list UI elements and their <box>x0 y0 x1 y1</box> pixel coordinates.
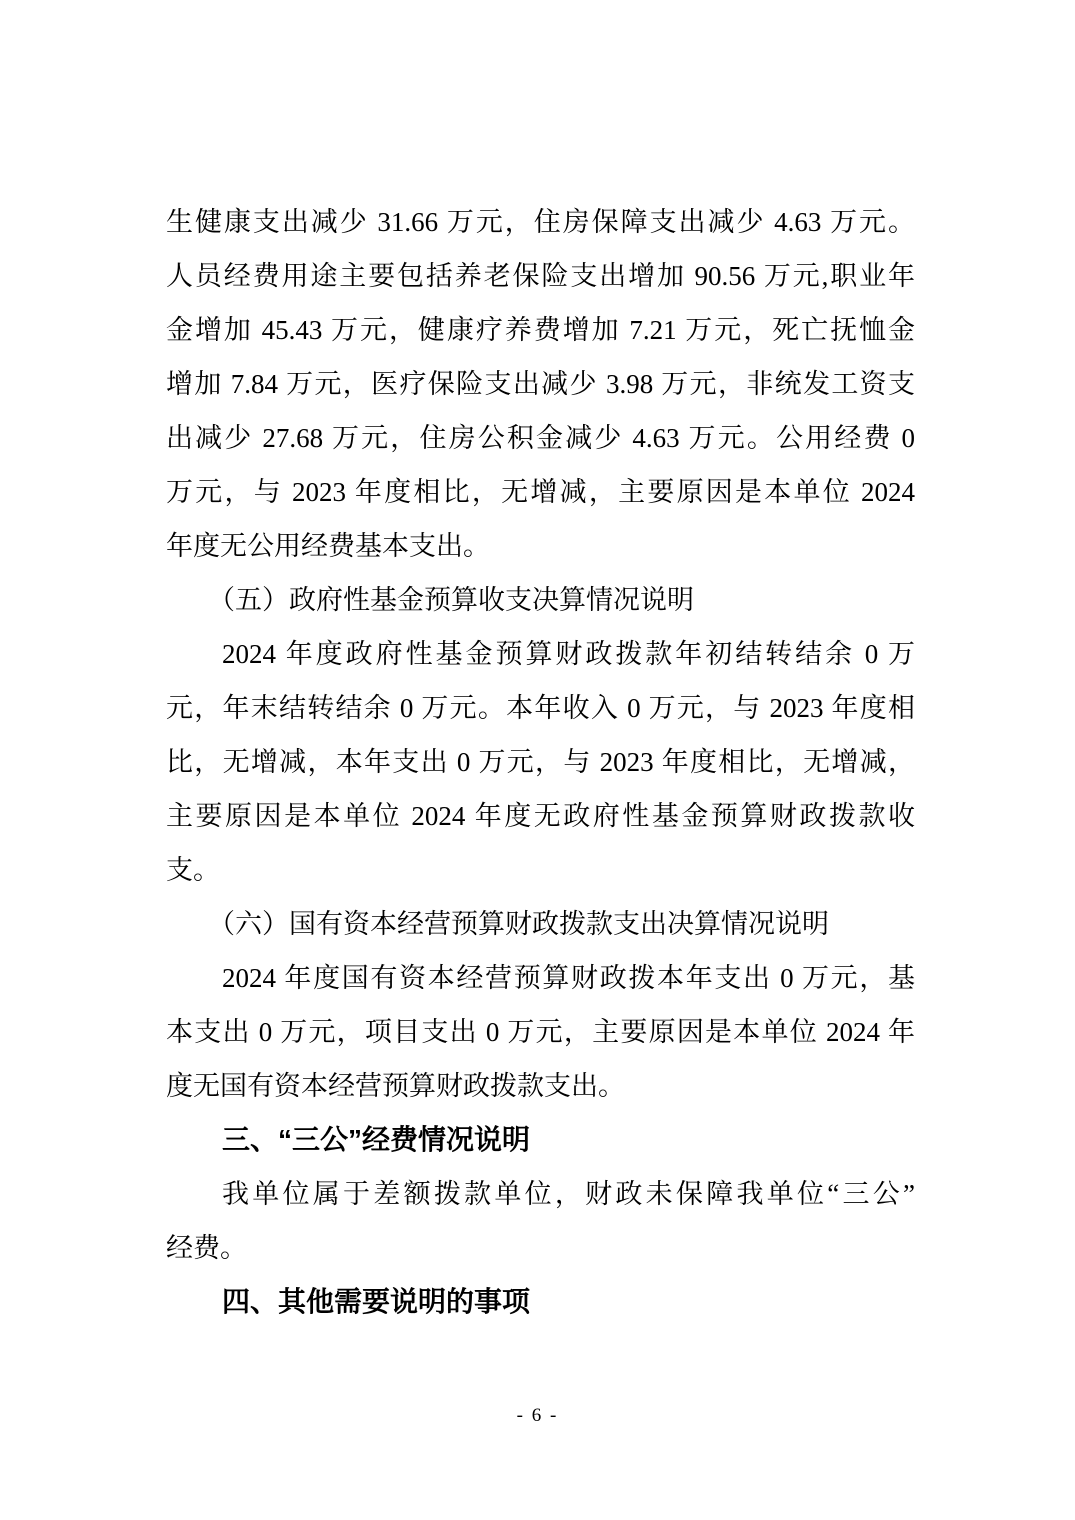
body-text-line: 出减少 27.68 万元，住房公积金减少 4.63 万元。公用经费 0 <box>166 423 915 453</box>
body-text-line: 比，无增减，本年支出 0 万元，与 2023 年度相比，无增减， <box>166 747 915 777</box>
body-text-line: 本支出 0 万元，项目支出 0 万元，主要原因是本单位 2024 年 <box>166 1017 915 1047</box>
body-text-line: 经费。 <box>166 1233 247 1263</box>
subsection-heading: （六）国有资本经营预算财政拨款支出决算情况说明 <box>208 909 829 939</box>
body-text-line: 生健康支出减少 31.66 万元，住房保障支出减少 4.63 万元。 <box>166 207 915 237</box>
subsection-heading: （五）政府性基金预算收支决算情况说明 <box>208 585 694 615</box>
body-text-line: 人员经费用途主要包括养老保险支出增加 90.56 万元,职业年 <box>166 261 915 291</box>
body-text-line: 2024 年度国有资本经营预算财政拨本年支出 0 万元，基 <box>222 963 915 993</box>
document-body <box>166 195 915 1329</box>
body-text-line: 增加 7.84 万元，医疗保险支出减少 3.98 万元，非统发工资支 <box>166 369 915 399</box>
body-text-line: 元，年末结转结余 0 万元。本年收入 0 万元，与 2023 年度相 <box>166 693 915 723</box>
body-text-line: 万元，与 2023 年度相比，无增减，主要原因是本单位 2024 <box>166 477 915 507</box>
body-text-line: 金增加 45.43 万元，健康疗养费增加 7.21 万元，死亡抚恤金 <box>166 315 915 345</box>
body-text-line: 年度无公用经费基本支出。 <box>166 531 490 561</box>
page-number: - 6 - <box>516 1405 559 1426</box>
body-text-line: 2024 年度政府性基金预算财政拨款年初结转结余 0 万 <box>222 639 915 669</box>
page-footer <box>0 1405 1075 1427</box>
body-text-line: 度无国有资本经营预算财政拨款支出。 <box>166 1071 625 1101</box>
body-text-line: 支。 <box>166 855 220 885</box>
body-text-line: 主要原因是本单位 2024 年度无政府性基金预算财政拨款收 <box>166 801 915 831</box>
section-heading: 三、“三公”经费情况说明 <box>222 1124 531 1155</box>
body-text-line: 我单位属于差额拨款单位，财政未保障我单位“三公” <box>222 1179 915 1209</box>
section-heading: 四、其他需要说明的事项 <box>222 1286 531 1317</box>
